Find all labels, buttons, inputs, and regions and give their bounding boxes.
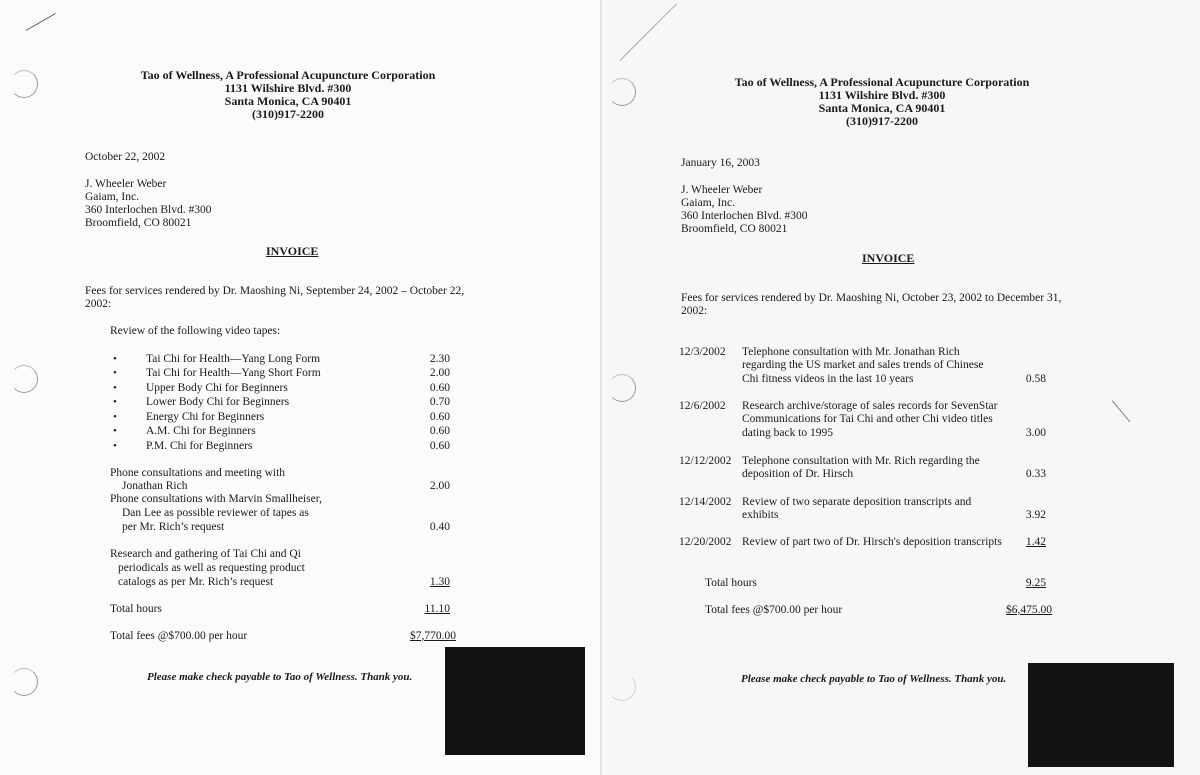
entry-description: Telephone consultation with Mr. Rich regarding the [742,455,980,467]
bullet: • [113,425,117,437]
punch-hole [608,374,636,402]
total-hours: 11.10 [424,603,450,615]
line-item-hours: 2.30 [429,353,450,365]
entry-hours: 3.92 [1025,509,1046,521]
line-item-title: Phone consultations and meeting with [110,467,286,479]
redaction-box [445,647,585,755]
company-name: Tao of Wellness, A Professional Acupuncture Corporation [734,75,1030,89]
line-item-hours: 0.60 [429,440,450,452]
addressee-line: Gaiam, Inc. [85,191,139,203]
line-item-title: Lower Body Chi for Beginners [146,396,290,408]
total-fees: $7,770.00 [410,630,456,642]
invoice-page-right [602,0,1200,775]
invoice-title: INVOICE [266,244,319,258]
line-item-title: Upper Body Chi for Beginners [146,382,288,394]
invoice-date: October 22, 2002 [85,151,166,163]
line-item-hours: 0.70 [429,396,450,408]
bullet: • [113,367,117,379]
punch-hole [10,365,38,393]
line-item-hours: 1.30 [429,576,450,588]
redaction-box [1028,663,1174,767]
entry-description: exhibits [742,509,779,521]
addressee-line: J. Wheeler Weber [681,184,763,196]
entry-hours: 3.00 [1025,427,1046,439]
total-hours: 9.25 [1025,577,1046,589]
entry-description: regarding the US market and sales trends of Chinese [742,359,984,371]
invoice-date: January 16, 2003 [681,157,760,169]
line-item-title: Energy Chi for Beginners [146,411,265,423]
entry-description: Chi fitness videos in the last 10 years [742,373,914,385]
line-item-hours: 2.00 [429,367,450,379]
entry-date: 12/3/2002 [679,346,726,358]
review-heading: Review of the following video tapes: [110,325,281,337]
line-item-title: Phone consultations with Marvin Smallheiser, [110,493,322,505]
line-item-hours: 0.60 [429,411,450,423]
company-phone: (310)917-2200 [846,114,918,128]
punch-hole [10,668,38,696]
line-item-title: Jonathan Rich [122,480,188,492]
punch-hole [608,673,636,701]
pen-mark [26,13,56,31]
entry-hours: 0.58 [1025,373,1046,385]
entry-description: Research archive/storage of sales records for SevenStar [742,400,998,412]
addressee-line: 360 Interlochen Blvd. #300 [85,204,212,216]
line-item-title: per Mr. Rich’s request [122,521,225,533]
bullet: • [113,353,117,365]
company-street: 1131 Wilshire Blvd. #300 [818,88,946,102]
intro-text: 2002: [681,305,708,317]
line-item-title: Dan Lee as possible reviewer of tapes as [122,507,309,519]
entry-description: Telephone consultation with Mr. Jonathan Rich [742,346,960,358]
entry-description: Review of two separate deposition transcripts and [742,496,972,508]
line-item-title: P.M. Chi for Beginners [146,440,253,452]
company-city: Santa Monica, CA 90401 [818,101,946,115]
entry-description: dating back to 1995 [742,427,834,439]
line-item-title: Tai Chi for Health—Yang Long Form [146,353,321,365]
line-item-title: periodicals as well as requesting product [118,562,305,574]
line-item-title: Tai Chi for Health—Yang Short Form [146,367,321,379]
company-phone: (310)917-2200 [252,107,324,121]
total-fees-label: Total fees @$700.00 per hour [705,604,843,616]
line-item-hours: 0.60 [429,425,450,437]
pen-mark [1112,400,1131,422]
entry-description: Communications for Tai Chi and other Chi video titles [742,413,993,425]
total-hours-label: Total hours [705,577,757,589]
total-fees: $6,475.00 [1006,604,1052,616]
bullet: • [113,382,117,394]
line-item-hours: 0.60 [429,382,450,394]
line-item-hours: 2.00 [429,480,450,492]
payment-note: Please make check payable to Tao of Wellness. Thank you. [147,671,413,683]
company-city: Santa Monica, CA 90401 [224,94,352,108]
entry-description: Review of part two of Dr. Hirsch's deposition transcripts [742,536,1002,548]
bullet: • [113,396,117,408]
addressee-line: Broomfield, CO 80021 [85,217,192,229]
line-item-title: Research and gathering of Tai Chi and Qi [110,548,301,560]
intro-text: 2002: [85,298,112,310]
invoice-title: INVOICE [862,251,915,265]
entry-date: 12/12/2002 [679,455,732,467]
punch-hole [608,78,636,106]
intro-text: Fees for services rendered by Dr. Maoshing Ni, September 24, 2002 – October 22, [85,285,465,297]
entry-hours: 1.42 [1025,536,1046,548]
addressee-line: J. Wheeler Weber [85,178,167,190]
entry-description: deposition of Dr. Hirsch [742,468,854,480]
company-street: 1131 Wilshire Blvd. #300 [224,81,352,95]
bullet: • [113,440,117,452]
total-hours-label: Total hours [110,603,162,615]
entry-date: 12/20/2002 [679,536,732,548]
intro-text: Fees for services rendered by Dr. Maoshing Ni, October 23, 2002 to December 31, [681,292,1062,304]
entry-date: 12/6/2002 [679,400,726,412]
punch-hole [10,70,38,98]
bullet: • [113,411,117,423]
line-item-title: A.M. Chi for Beginners [146,425,256,437]
total-fees-label: Total fees @$700.00 per hour [110,630,248,642]
payment-note: Please make check payable to Tao of Wellness. Thank you. [741,673,1007,685]
line-item-title: catalogs as per Mr. Rich’s request [118,576,274,588]
entry-date: 12/14/2002 [679,496,732,508]
pen-mark [620,4,677,61]
addressee-line: 360 Interlochen Blvd. #300 [681,210,808,222]
addressee-line: Gaiam, Inc. [681,197,735,209]
line-item-hours: 0.40 [429,521,450,533]
addressee-line: Broomfield, CO 80021 [681,223,788,235]
entry-hours: 0.33 [1025,468,1046,480]
company-name: Tao of Wellness, A Professional Acupuncture Corporation [140,68,436,82]
